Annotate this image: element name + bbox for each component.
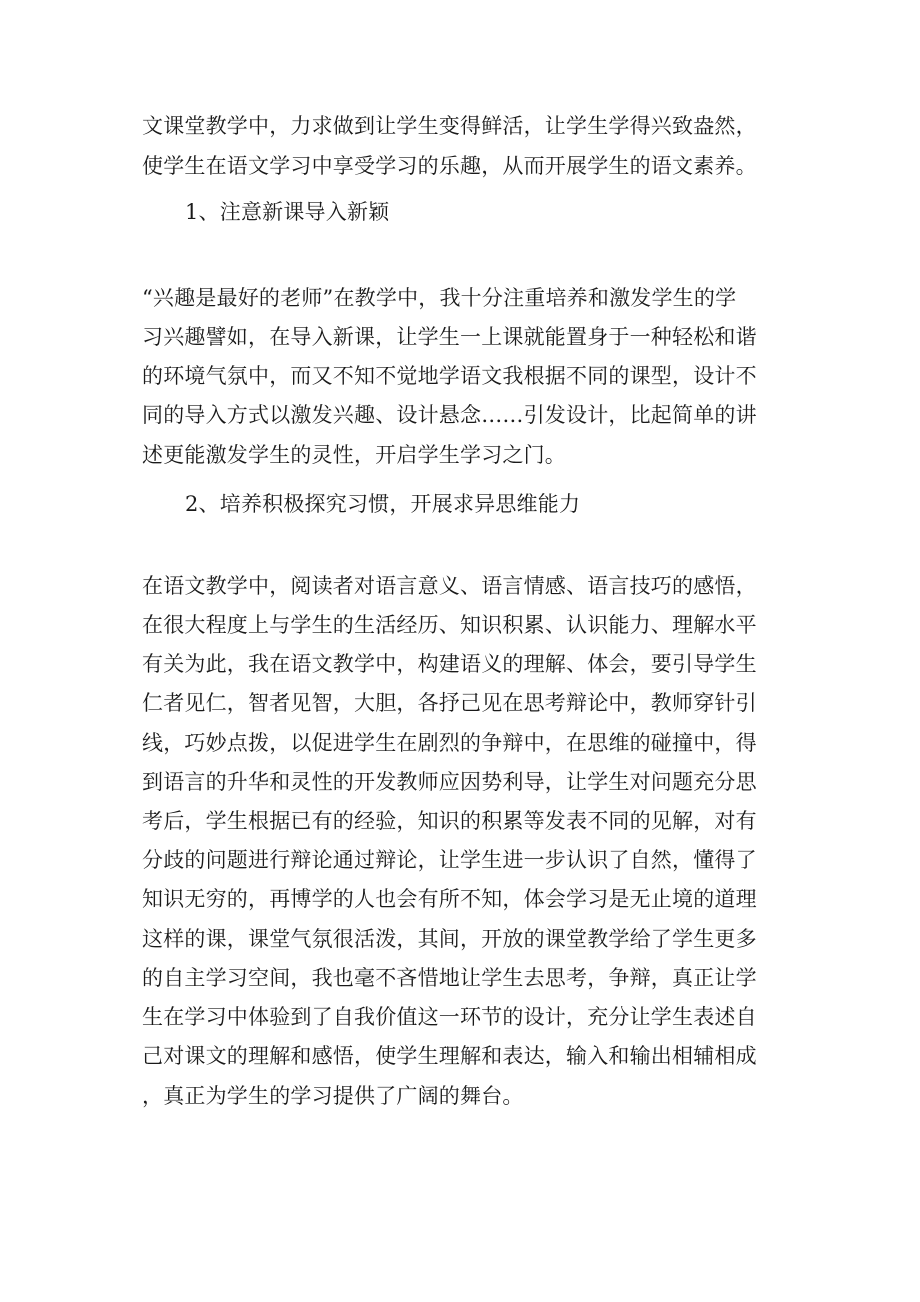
- paragraph-2-line: 这样的课，课堂气氛很活泼，其间，开放的课堂教学给了学生更多: [142, 927, 757, 951]
- paragraph-2-line: 在语文教学中，阅读者对语言意义、语言情感、语言技巧的感悟，: [142, 574, 757, 598]
- paragraph-1-line: 的环境气氛中，而又不知不觉地学语文我根据不同的课型，设计不: [142, 364, 757, 388]
- paragraph-2-line: 知识无穷的，再博学的人也会有所不知，体会学习是无止境的道理: [142, 887, 757, 911]
- paragraph-2-line: 考后，学生根据已有的经验，知识的积累等发表不同的见解，对有: [142, 809, 757, 833]
- paragraph-1-line: 同的导入方式以激发兴趣、设计悬念……引发设计，比起简单的讲: [142, 403, 757, 427]
- paragraph-1-line: 习兴趣譬如，在导入新课，让学生一上课就能置身于一种轻松和谐: [142, 325, 757, 349]
- paragraph-2-line: 有关为此，我在语文教学中，构建语义的理解、体会，要引导学生: [142, 652, 757, 676]
- paragraph-2-line: 分歧的问题进行辩论通过辩论，让学生进一步认识了自然，懂得了: [142, 848, 757, 872]
- paragraph-2-line: 的自主学习空间，我也毫不吝惜地让学生去思考，争辩，真正让学: [142, 966, 757, 990]
- paragraph-2-line: 在很大程度上与学生的生活经历、知识积累、认识能力、理解水平: [142, 613, 757, 637]
- intro-line: 使学生在语文学习中享受学习的乐趣，从而开展学生的语文素养。: [142, 154, 757, 178]
- intro-line: 文课堂教学中，力求做到让学生变得鲜活，让学生学得兴致盎然，: [142, 114, 757, 138]
- paragraph-2-line: 仁者见仁，智者见智，大胆，各抒己见在思考辩论中，教师穿针引: [142, 691, 757, 715]
- paragraph-2-line: 线，巧妙点拨，以促进学生在剧烈的争辩中，在思维的碰撞中，得: [142, 731, 757, 755]
- paragraph-2-line: 生在学习中体验到了自我价值这一环节的设计，充分让学生表述自: [142, 1005, 757, 1029]
- paragraph-1-line: 述更能激发学生的灵性，开启学生学习之门。: [142, 443, 566, 467]
- section-heading-1: 1、注意新课导入新颖: [185, 200, 390, 224]
- paragraph-2-line: ，真正为学生的学习提供了广阔的舞台。: [142, 1084, 524, 1108]
- section-heading-2: 2、培养积极探究习惯，开展求异思维能力: [185, 492, 581, 516]
- paragraph-2-line: 到语言的升华和灵性的开发教师应因势利导，让学生对问题充分思: [142, 770, 757, 794]
- paragraph-2-line: 己对课文的理解和感悟，使学生理解和表达，输入和输出相辅相成: [142, 1044, 757, 1068]
- paragraph-1-line: “兴趣是最好的老师”在教学中，我十分注重培养和激发学生的学: [142, 286, 737, 310]
